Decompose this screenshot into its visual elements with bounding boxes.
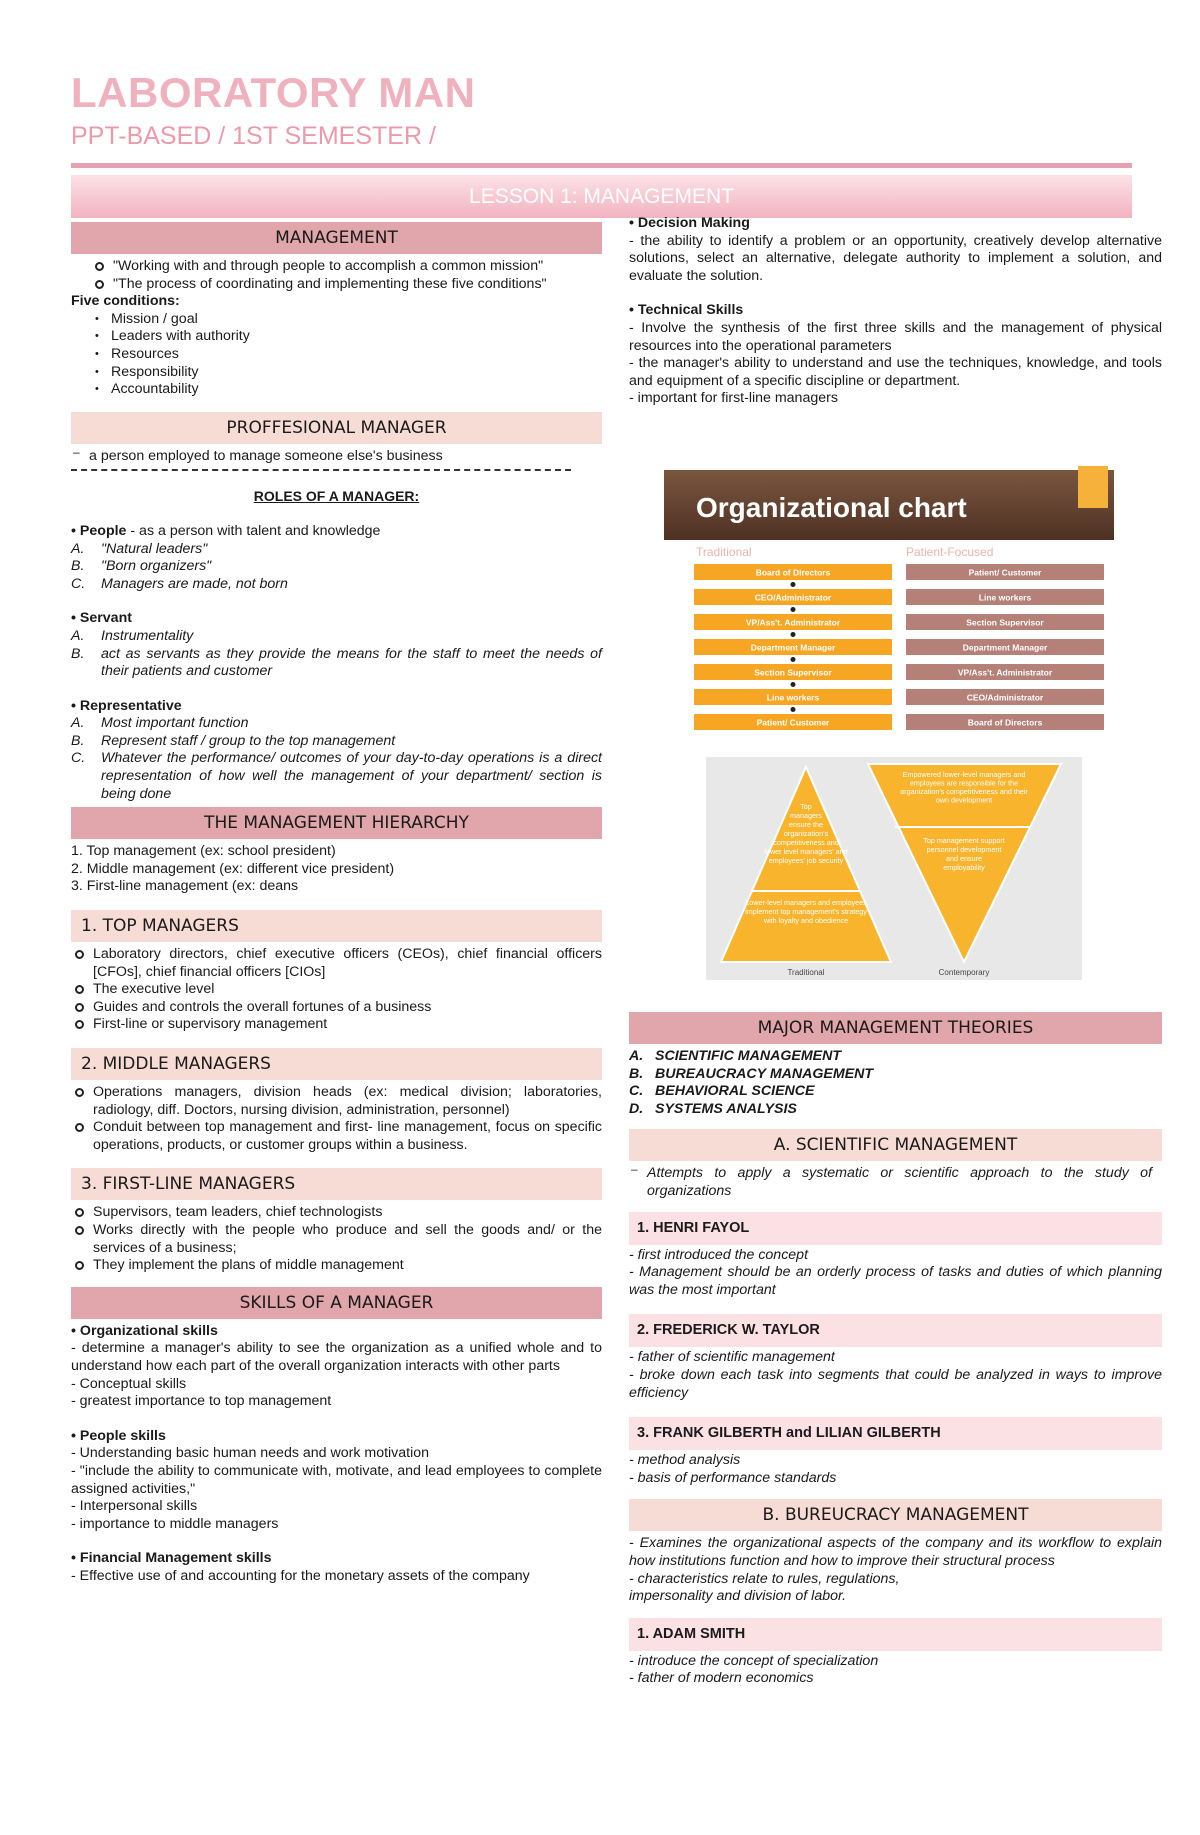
hierarchy-item: 3. First-line management (ex: deans	[71, 878, 299, 895]
traditional-bottom-text: Lower-level managers and employees implement top management's strategy with loyalty and obedience	[745, 898, 867, 925]
skills-header: SKILLS OF A MANAGER	[71, 1287, 602, 1319]
skill-line: - Conceptual skills	[71, 1375, 187, 1392]
list-item: A. Most important function	[71, 715, 249, 732]
role-people	[71, 523, 602, 541]
list-item: Operations managers, division heads (ex: medical division; laboratories, radiology, diff. Doctors, nursing division, administration, personnel)	[93, 1084, 602, 1118]
scientific-management-header: A. SCIENTIFIC MANAGEMENT	[629, 1129, 1162, 1161]
traditional-connector	[791, 607, 796, 612]
middle-managers-header: 2. MIDDLE MANAGERS	[71, 1048, 602, 1080]
skill-line: - Effective use of and accounting for the monetary assets of the company	[71, 1567, 530, 1584]
skill-line: - the manager's ability to understand and use the techniques, knowledge, and tools and equipment of a specific discipline or department.	[629, 355, 1162, 389]
document-title: LABORATORY MAN	[71, 69, 476, 116]
patient-focused-label: Department Manager	[962, 642, 1048, 653]
skill-line: - determine a manager's ability to see the organization as a unified whole and to understand how each part of the overall organization interacts with other parts	[71, 1340, 602, 1374]
taylor-line: - father of scientific management	[629, 1349, 835, 1366]
traditional-connector	[791, 632, 796, 637]
list-item: B. "Born organizers"	[71, 558, 212, 575]
hierarchy-item: 1. Top management (ex: school president)	[71, 843, 336, 860]
skill-line: - greatest importance to top management	[71, 1393, 332, 1410]
skill-line: - Understanding basic human needs and work motivation	[71, 1445, 430, 1462]
organizational-chart-figure	[664, 466, 1114, 732]
top-managers-list	[71, 946, 602, 1034]
patient-focused-label: Patient/ Customer	[968, 567, 1042, 578]
list-item: Conduit between top management and first- line management, focus on specific operations, products, or customer groups within a business.	[93, 1119, 602, 1153]
traditional-connector	[791, 707, 796, 712]
contemporary-caption: Contemporary	[938, 968, 990, 977]
skill-line: - Involve the synthesis of the first three skills and the management of physical resources into the operational parameters	[629, 319, 1162, 354]
chart-title: Organizational chart	[696, 492, 967, 523]
contemporary-top-text: Empowered lower-level managers and employees are responsible for the organization's competitiveness and their own development	[900, 770, 1028, 805]
patient-focused-label: Section Supervisor	[966, 617, 1044, 628]
gilberth-line: - basis of performance standards	[629, 1469, 837, 1486]
patient-focused-label: Patient-Focused	[906, 545, 994, 559]
list-item: Supervisors, team leaders, chief technologists	[93, 1204, 602, 1222]
theories-header: MAJOR MANAGEMENT THEORIES	[629, 1012, 1162, 1044]
list-item: • Responsibility	[111, 364, 602, 382]
traditional-top-text: Top managers ensure the organization's competitiveness and lower level managers' and employees' job security	[764, 802, 848, 865]
patient-focused-label: VP/Ass't. Administrator	[957, 667, 1053, 678]
technical-skills-title: • Technical Skills	[629, 302, 744, 319]
theories-section	[629, 1012, 1162, 1688]
middle-managers-list	[71, 1084, 602, 1154]
traditional-label: Traditional	[696, 545, 752, 559]
lesson-banner: LESSON 1: MANAGEMENT	[71, 175, 1132, 218]
theories-list	[629, 1048, 1162, 1118]
people-skills-title: • People skills	[71, 1427, 166, 1444]
list-item: C. BEHAVIORAL SCIENCE	[629, 1083, 815, 1100]
organizational-skills-title: • Organizational skills	[71, 1322, 218, 1339]
gilberth-header: 3. FRANK GILBERTH and LILIAN GILBERTH	[629, 1417, 1162, 1450]
decision-making-title: • Decision Making	[629, 215, 750, 231]
roles-label: ROLES OF A MANAGER:	[253, 488, 420, 505]
patient-focused-label: Line workers	[978, 592, 1032, 603]
list-item: Works directly with the people who produce and sell the goods and/ or the services of a business;	[93, 1221, 602, 1256]
five-conditions-list	[71, 311, 602, 399]
traditional-label: Section Supervisor	[754, 667, 832, 678]
list-item: B. BUREAUCRACY MANAGEMENT	[629, 1065, 874, 1082]
gilberth-line: - method analysis	[629, 1452, 741, 1469]
smith-line: - father of modern economics	[629, 1670, 814, 1687]
list-item: C. Managers are made, not born	[71, 575, 288, 592]
skill-line: - important for first-line managers	[629, 390, 838, 407]
list-item: B. Represent staff / group to the top management	[71, 732, 396, 749]
smith-line: - introduce the concept of specialization	[629, 1652, 879, 1669]
taylor-line: - broke down each task into segments that could be analyzed in ways to improve efficiency	[629, 1366, 1162, 1401]
list-item: "Working with and through people to accomplish a common mission"	[93, 258, 602, 276]
bureaucracy-line: - characteristics relate to rules, regulations, impersonality and division of labor.	[629, 1570, 900, 1605]
bureaucracy-line: - Examines the organizational aspects of the company and its workflow to explain how institutions function and how to improve their structural process	[629, 1535, 1162, 1569]
skill-line: - importance to middle managers	[71, 1515, 279, 1532]
traditional-label: Board of Directors	[755, 567, 831, 578]
traditional-connector	[791, 657, 796, 662]
list-item: A. "Natural leaders"	[71, 540, 208, 557]
list-item: The executive level	[93, 981, 602, 999]
henri-fayol-header: 1. HENRI FAYOL	[629, 1212, 1162, 1245]
skill-line: - "include the ability to communicate with, motivate, and lead employees to complete assigned activities,"	[71, 1462, 602, 1497]
skill-line: - Interpersonal skills	[71, 1498, 198, 1515]
role-representative-list	[71, 715, 602, 803]
role-servant: • Servant	[71, 610, 132, 627]
role-desc: - as a person with talent and knowledge	[126, 522, 381, 539]
financial-skills-title: • Financial Management skills	[71, 1550, 272, 1567]
hierarchy-item: 2. Middle management (ex: different vice president)	[71, 860, 395, 877]
professional-definition: – a person employed to manage someone else's business	[71, 448, 602, 466]
management-header: MANAGEMENT	[71, 222, 602, 254]
title-divider	[71, 163, 1132, 168]
bureaucracy-header: B. BUREUCRACY MANAGEMENT	[629, 1499, 1162, 1531]
frederick-taylor-header: 2. FREDERICK W. TAYLOR	[629, 1314, 1162, 1347]
list-item: Guides and controls the overall fortunes of a business	[93, 999, 602, 1017]
left-column	[71, 222, 602, 1585]
first-line-managers-header: 3. FIRST-LINE MANAGERS	[71, 1168, 602, 1200]
scientific-description: – Attempts to apply a systematic or scientific approach to the study of organizations	[629, 1165, 1162, 1200]
list-item: • Accountability	[111, 381, 602, 399]
hierarchy-header: THE MANAGEMENT HIERARCHY	[71, 807, 602, 839]
management-pyramids-figure	[706, 757, 1082, 980]
fayol-line: - Management should be an orderly process of tasks and duties of which planning was the most important	[629, 1264, 1162, 1298]
list-item: Laboratory directors, chief executive officers (CEOs), chief financial officers [CFOs], chief financial officers [CIOs]	[93, 946, 602, 980]
list-item: D. SYSTEMS ANALYSIS	[629, 1100, 797, 1117]
role-servant-list	[71, 628, 602, 681]
list-item: C. Whatever the performance/ outcomes of your day-to-day operations is a direct representation of how well the management of your department/ section is being done	[71, 750, 602, 802]
role-title: • People	[71, 522, 127, 539]
list-item: "The process of coordinating and implementing these five conditions"	[93, 276, 602, 294]
list-item: • Mission / goal	[111, 311, 602, 329]
contemporary-bottom-text: Top management support personnel development and ensure employability	[923, 836, 1005, 872]
chart-accent-tab	[1078, 466, 1108, 508]
list-item: B. act as servants as they provide the means for the staff to meet the needs of their patients and customer	[71, 645, 602, 680]
five-conditions-label: Five conditions:	[71, 293, 180, 310]
list-item: A. SCIENTIFIC MANAGEMENT	[629, 1048, 842, 1064]
role-people-list	[71, 541, 602, 594]
top-managers-header: 1. TOP MANAGERS	[71, 910, 602, 942]
first-line-managers-list	[71, 1204, 602, 1274]
professional-manager-header: PROFFESIONAL MANAGER	[71, 412, 602, 444]
traditional-connector	[791, 582, 796, 587]
traditional-label: Department Manager	[750, 642, 836, 653]
role-representative: • Representative	[71, 697, 182, 714]
skill-line: - the ability to identify a problem or an opportunity, creatively develop alternative solutions, select an alternative, delegate authority to implement a solution, and evaluate the solution.	[629, 232, 1162, 284]
patient-focused-label: CEO/Administrator	[966, 692, 1044, 703]
traditional-label: CEO/Administrator	[754, 592, 832, 603]
list-item: • Resources	[111, 346, 602, 364]
fayol-line: - first introduced the concept	[629, 1246, 809, 1263]
patient-focused-label: Board of Directors	[967, 717, 1043, 728]
list-item: They implement the plans of middle management	[93, 1257, 602, 1275]
management-definitions	[71, 258, 602, 293]
traditional-label: VP/Ass't. Administrator	[745, 617, 841, 628]
adam-smith-header: 1. ADAM SMITH	[629, 1618, 1162, 1651]
list-item: A. Instrumentality	[71, 627, 194, 644]
traditional-caption: Traditional	[787, 968, 825, 977]
traditional-label: Line workers	[766, 692, 820, 703]
list-item: First-line or supervisory management	[93, 1016, 602, 1034]
right-column	[629, 215, 1162, 408]
traditional-connector	[791, 682, 796, 687]
traditional-label: Patient/ Customer	[756, 717, 830, 728]
document-subtitle: PPT-BASED / 1ST SEMESTER /	[71, 122, 436, 150]
list-item: • Leaders with authority	[111, 328, 602, 346]
